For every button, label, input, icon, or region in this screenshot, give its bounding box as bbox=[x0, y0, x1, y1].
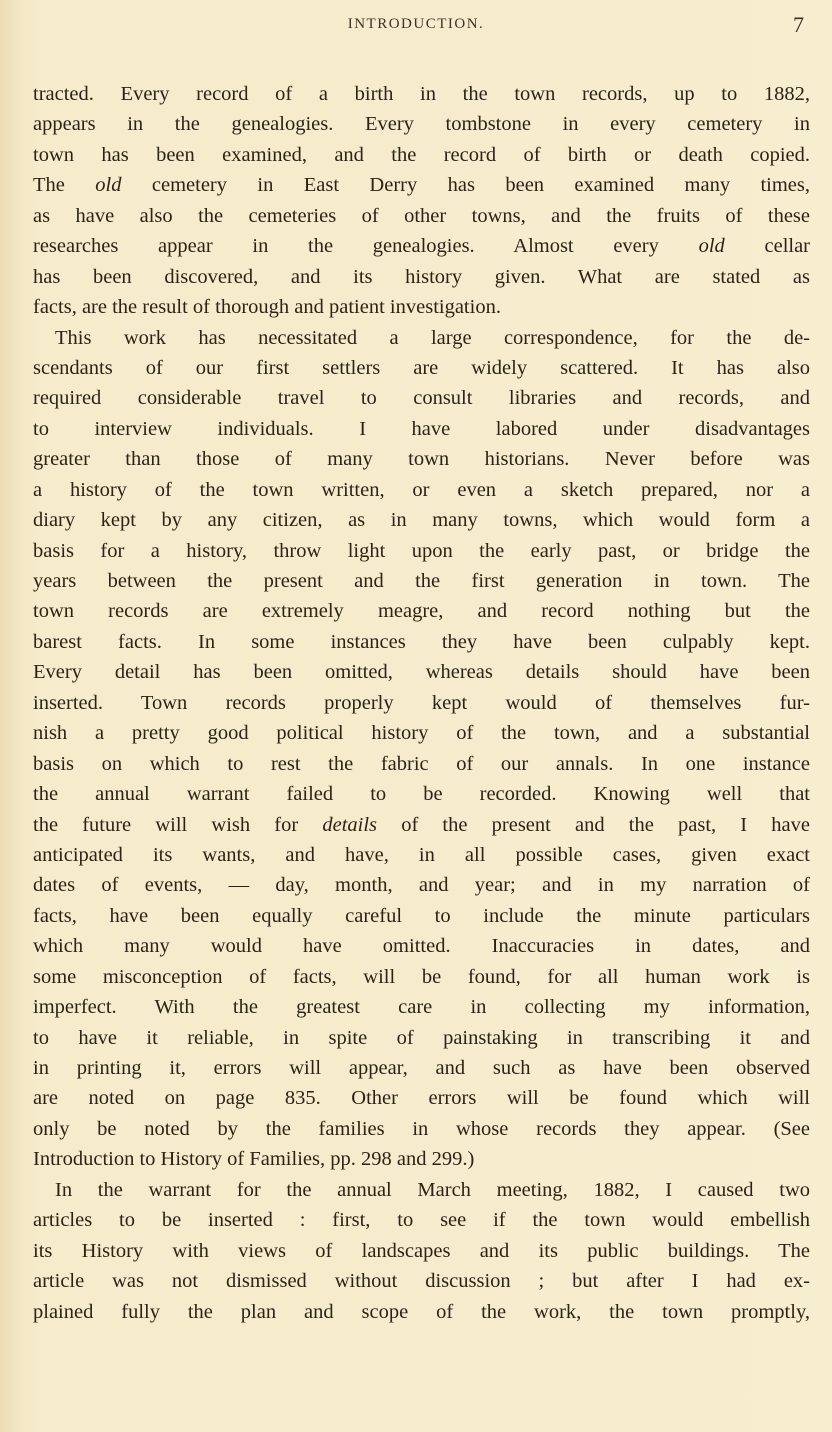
text-line: a history of the town written, or even a sketch prepared, nor a bbox=[33, 478, 810, 501]
text-line: barest facts. In some instances they have been culpably kept. bbox=[33, 630, 810, 653]
text-line: appears in the genealogies. Every tombstone in every cemetery in bbox=[33, 113, 810, 136]
text-line: in printing it, errors will appear, and such as have been observed bbox=[33, 1057, 810, 1079]
text-line: facts, are the result of thorough and patient investigation. bbox=[33, 296, 501, 319]
italic-emphasis: old bbox=[95, 174, 122, 197]
text-line: to have it reliable, in spite of painstaking in transcribing it and bbox=[33, 1026, 810, 1049]
text-line: plained fully the plan and scope of the work, the town promptly, bbox=[33, 1300, 810, 1323]
text-line bbox=[33, 170, 810, 200]
page-header bbox=[0, 10, 832, 40]
body-text bbox=[33, 79, 810, 1327]
text-line bbox=[33, 810, 810, 840]
text-line: tracted. Every record of a birth in the town records, up to 1882, bbox=[33, 83, 810, 105]
italic-emphasis: old bbox=[698, 235, 725, 258]
running-head: INTRODUCTION. bbox=[347, 16, 485, 32]
text-line: required considerable travel to consult libraries and records, and bbox=[33, 387, 810, 410]
text-segment: cellar bbox=[724, 235, 811, 258]
text-line: inserted. Town records properly kept would of themselves fur- bbox=[33, 691, 810, 714]
text-line: nish a pretty good political history of the town, and a substantial bbox=[33, 722, 810, 745]
text-line: years between the present and the first generation in town. The bbox=[33, 570, 810, 592]
text-line: as have also the cemeteries of other towns, and the fruits of these bbox=[33, 204, 810, 227]
text-segment: cemetery in East Derry has been examined many times, bbox=[121, 174, 810, 197]
text-line: Introduction to History of Families, pp. 298 and 299.) bbox=[33, 1148, 475, 1171]
text-line: its History with views of landscapes and its public buildings. The bbox=[33, 1239, 810, 1262]
text-segment: researches appear in the genealogies. Almost every bbox=[33, 235, 699, 258]
text-line: Every detail has been omitted, whereas details should have been bbox=[33, 661, 810, 684]
text-line: This work has necessitated a large correspondence, for the de- bbox=[55, 326, 810, 349]
text-line: scendants of our first settlers are widely scattered. It has also bbox=[33, 356, 810, 379]
text-line: imperfect. With the greatest care in collecting my information, bbox=[33, 996, 810, 1019]
text-line: which many would have omitted. Inaccuracies in dates, and bbox=[33, 935, 810, 958]
page-number: 7 bbox=[793, 12, 804, 37]
text-line: town has been examined, and the record of birth or death copied. bbox=[33, 143, 810, 166]
text-segment: The bbox=[33, 174, 96, 197]
text-line: anticipated its wants, and have, in all possible cases, given exact bbox=[33, 843, 810, 866]
text-line: to interview individuals. I have labored under disadvantages bbox=[33, 417, 810, 440]
text-segment: the future will wish for bbox=[33, 813, 323, 836]
text-line: articles to be inserted : first, to see if the town would embellish bbox=[33, 1209, 810, 1232]
text-segment: of the present and the past, I have bbox=[377, 813, 810, 836]
text-line bbox=[33, 231, 810, 261]
text-line: greater than those of many town historians. Never before was bbox=[33, 448, 810, 471]
italic-emphasis: details bbox=[322, 813, 378, 836]
text-line: the annual warrant failed to be recorded. Knowing well that bbox=[33, 783, 810, 806]
text-line: only be noted by the families in whose records they appear. (See bbox=[33, 1117, 810, 1140]
text-line: In the warrant for the annual March meeting, 1882, I caused two bbox=[55, 1178, 810, 1201]
text-line: are noted on page 835. Other errors will be found which will bbox=[33, 1087, 810, 1110]
text-line: dates of events, — day, month, and year; and in my narration of bbox=[33, 874, 810, 897]
text-line: has been discovered, and its history given. What are stated as bbox=[33, 265, 810, 288]
text-line: some misconception of facts, will be found, for all human work is bbox=[33, 965, 810, 988]
text-line: article was not dismissed without discussion ; but after I had ex- bbox=[33, 1270, 810, 1293]
text-line: facts, have been equally careful to include the minute particulars bbox=[33, 904, 810, 927]
text-line: basis for a history, throw light upon the early past, or bridge the bbox=[33, 539, 810, 562]
text-line: diary kept by any citizen, as in many towns, which would form a bbox=[33, 509, 810, 532]
text-line: basis on which to rest the fabric of our annals. In one instance bbox=[33, 752, 810, 775]
text-line: town records are extremely meagre, and record nothing but the bbox=[33, 600, 810, 623]
